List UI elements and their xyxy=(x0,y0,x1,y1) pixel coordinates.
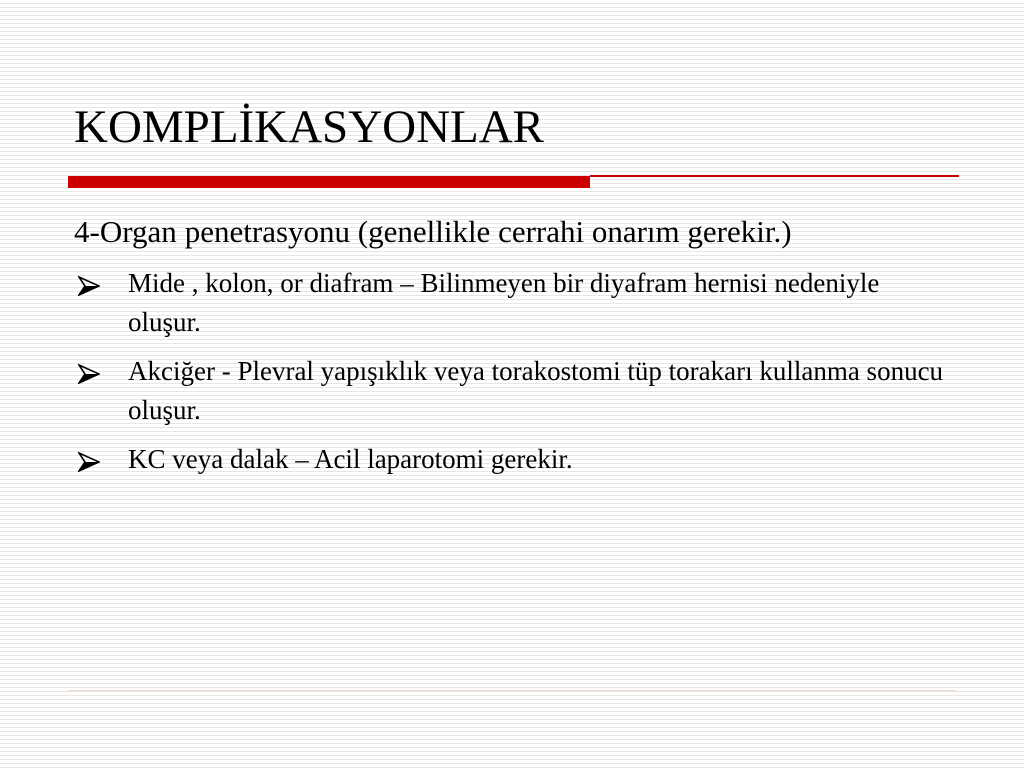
bullet-item xyxy=(74,264,954,342)
intro-paragraph xyxy=(74,208,954,256)
intro-text xyxy=(128,208,954,256)
bullet-text: KC veya dalak – Acil laparotomi gerekir. xyxy=(128,444,573,474)
intro-text-body: penetrasyonu (genellikle cerrahi onarım gerekir.) xyxy=(184,214,792,249)
bullet-item xyxy=(74,352,954,430)
arrow-bullet-icon xyxy=(78,276,100,296)
slide-title: KOMPLİKASYONLAR xyxy=(74,101,545,153)
slide-content xyxy=(74,208,954,489)
bullet-text: Mide , kolon, or diafram – Bilinmeyen bir diyafram hernisi nedeniyle oluşur. xyxy=(128,268,880,337)
title-underline-thick xyxy=(68,176,590,188)
bullet-text: Akciğer - Plevral yapışıklık veya torakostomi tüp torakarı kullanma sonucu oluşur. xyxy=(128,356,944,425)
intro-lead: 4-Organ xyxy=(74,214,177,249)
bullet-item xyxy=(74,440,954,479)
title-underline-thin xyxy=(590,175,959,177)
arrow-bullet-icon xyxy=(78,364,100,384)
arrow-bullet-icon xyxy=(78,452,100,472)
footer-divider xyxy=(68,690,956,691)
